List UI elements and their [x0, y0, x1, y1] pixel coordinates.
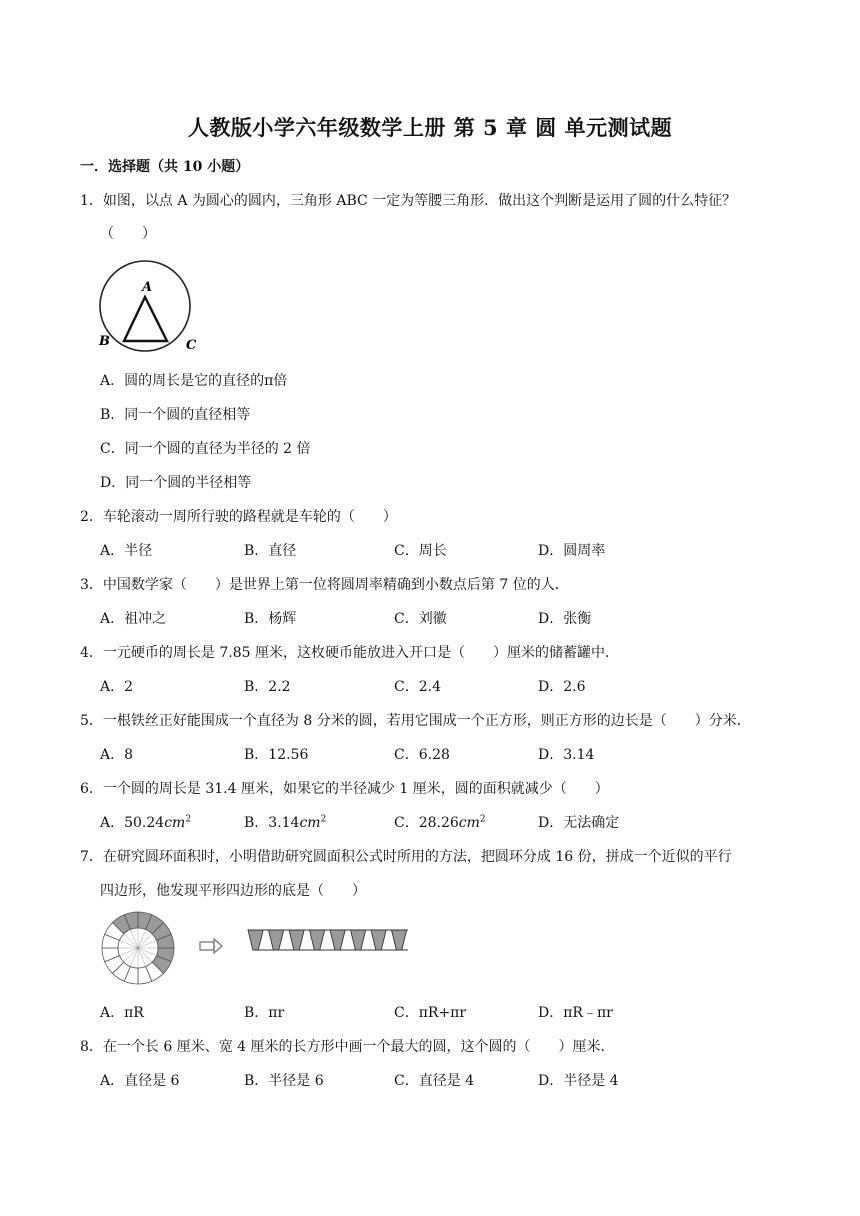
question-7-option-a: A．πR	[100, 1005, 144, 1021]
question-5-option-d: D．3.14	[538, 747, 595, 763]
question-5-option-b: B．12.56	[244, 747, 309, 763]
question-6-option-c-exponent: 2	[479, 814, 486, 825]
question-2-option-c: C．周长	[394, 543, 447, 559]
question-8-stem: 8．在一个长 6 厘米、宽 4 厘米的长方形中画一个最大的圆，这个圆的（ ）厘米．	[80, 1039, 615, 1055]
question-8-option-b: B．半径是 6	[244, 1073, 324, 1089]
section-heading: 一．选择题（共 10 小题）	[80, 159, 250, 175]
question-6-stem: 6．一个圆的周长是 31.4 厘米，如果它的半径减少 1 厘米，圆的面积就减少（ ）	[80, 781, 609, 797]
figure-label-b: B	[99, 334, 110, 349]
question-4-stem: 4．一元硬币的周长是 7.85 厘米，这枚硬币能放进入开口是（ ）厘米的储蓄罐中．	[80, 645, 619, 661]
question-6-option-a	[100, 812, 191, 832]
figure-label-c: C	[186, 338, 197, 353]
question-1-option-a: A．圆的周长是它的直径的π倍	[100, 373, 288, 389]
arrow-icon	[200, 939, 222, 953]
question-7-option-c: C．πR+πr	[394, 1005, 467, 1021]
question-3-option-b: B．杨辉	[244, 611, 297, 627]
question-2-option-b: B．直径	[244, 543, 297, 559]
question-7-stem: 7．在研究圆环面积时，小明借助研究圆面积公式时所用的方法，把圆环分成 16 份，拼成一个近似的平行	[80, 849, 732, 865]
question-4-option-d: D．2.6	[538, 679, 586, 695]
question-7-stem-continued: 四边形，他发现平形四边形的底是（ ）	[100, 883, 366, 899]
question-1-stem: 1．如图，以点 A 为圆心的圆内，三角形 ABC 一定为等腰三角形．做出这个判断是运用了圆的什么特征？	[80, 193, 737, 209]
question-8-option-a: A．直径是 6	[100, 1073, 180, 1089]
question-6-option-b-value: B．3.14	[244, 815, 300, 831]
figure-triangle	[124, 297, 167, 341]
question-1-option-d: D．同一个圆的半径相等	[100, 475, 252, 491]
question-5-stem: 5．一根铁丝正好能围成一个直径为 8 分米的圆，若用它围成一个正方形，则正方形的边长是（ ）分米．	[80, 713, 751, 729]
question-7-option-d: D．πR﹣πr	[538, 1005, 613, 1021]
question-3-stem: 3．中国数学家（ ）是世界上第一位将圆周率精确到小数点后第 7 位的人．	[80, 577, 569, 593]
question-8-option-c: C．直径是 4	[394, 1073, 475, 1089]
question-3-option-d: D．张衡	[538, 611, 592, 627]
question-2-stem: 2．车轮滚动一周所行驶的路程就是车轮的（ ）	[80, 509, 397, 525]
ring-figure	[102, 912, 174, 984]
question-6-option-a-value: A．50.24	[100, 815, 165, 831]
question-3-option-a: A．祖冲之	[100, 611, 167, 627]
question-6-option-c-unit: cm	[458, 815, 480, 831]
question-6-option-a-exponent: 2	[185, 814, 192, 825]
question-4-option-a: A．2	[100, 679, 134, 695]
question-6-option-d	[538, 812, 619, 832]
question-6-option-c-value: C．28.26	[394, 815, 459, 831]
parallelogram-strip-figure	[248, 930, 408, 950]
figure-label-a: A	[142, 280, 153, 295]
question-4-option-b: B．2.2	[244, 679, 291, 695]
page-title: 人教版小学六年级数学上册 第 5 章 圆 单元测试题	[187, 115, 673, 140]
question-6-option-b-unit: cm	[299, 815, 321, 831]
question-2-option-d: D．圆周率	[538, 543, 606, 559]
circle-triangle-figure	[98, 256, 198, 356]
question-6-option-d-value: D．无法确定	[538, 815, 620, 831]
question-6-option-b-exponent: 2	[320, 814, 327, 825]
question-1-option-b: B．同一个圆的直径相等	[100, 407, 251, 423]
question-6-option-c	[394, 812, 486, 832]
question-6-option-a-unit: cm	[164, 815, 186, 831]
question-5-option-c: C．6.28	[394, 747, 450, 763]
question-4-option-c: C．2.4	[394, 679, 441, 695]
question-7-option-b: B．πr	[244, 1005, 285, 1021]
question-3-option-c: C．刘徽	[394, 611, 447, 627]
question-2-option-a: A．半径	[100, 543, 153, 559]
question-8-option-d: D．半径是 4	[538, 1073, 619, 1089]
figure-circle	[100, 261, 190, 351]
question-1-paren: （ ）	[100, 226, 156, 242]
question-1-option-c: C．同一个圆的直径为半径的 2 倍	[100, 441, 311, 457]
ring-to-parallelogram-figure	[98, 908, 408, 988]
question-6-option-b	[244, 812, 326, 832]
question-5-option-a: A．8	[100, 747, 134, 763]
